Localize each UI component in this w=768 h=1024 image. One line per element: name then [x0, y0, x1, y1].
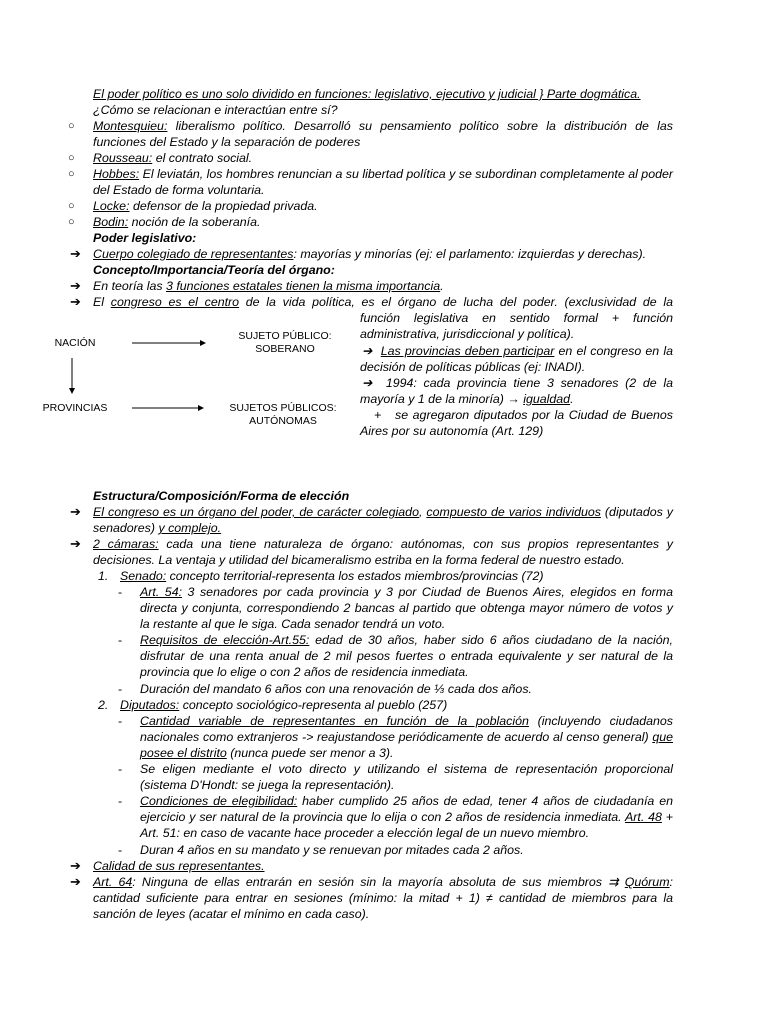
- rousseau-text: el contrato social.: [152, 151, 253, 165]
- organo-u3: y complejo.: [158, 521, 222, 535]
- rousseau-name: Rousseau:: [93, 151, 153, 165]
- art64-item: [93, 874, 673, 922]
- question-line: ¿Cómo se relacionan e interactúan entre sí?: [93, 103, 338, 117]
- bullet-icon: ○: [68, 200, 75, 212]
- art64-quorum: Quórum: [624, 875, 670, 889]
- organo-item: [93, 504, 673, 536]
- hobbes-name: Hobbes:: [93, 167, 140, 181]
- congreso-underlined: congreso es el centro: [110, 295, 240, 309]
- cuerpo-text: : mayorías y minorías (ej: el parlamento: izquierdas y derechas).: [293, 247, 647, 261]
- dash-icon: -: [118, 714, 123, 728]
- arrow-icon: ➔: [70, 536, 81, 551]
- congreso-a: El: [93, 295, 111, 309]
- locke-name: Locke:: [93, 199, 130, 213]
- camaras-text: cada una tiene naturaleza de órgano: autónomas, con sus propios representantes y decisiones. La ventaja y utilidad del bicameralismo estriba en la forma federal de nuestro estado.: [93, 537, 674, 567]
- heading-estructura: Estructura/Composición/Forma de elección: [93, 489, 350, 503]
- organo-paren: (diputados y senadores): [93, 505, 673, 535]
- locke-text: defensor de la propiedad privada.: [129, 199, 318, 213]
- cuerpo-underlined: Cuerpo colegiado de representantes: [93, 247, 294, 261]
- arrow-icon: ➔: [70, 874, 81, 889]
- cantidad-end: (nunca puede ser menor a 3).: [226, 746, 394, 760]
- art54-item: [140, 584, 673, 632]
- diagram-sujeto-publico-title: SUJETO PÚBLICO:: [238, 330, 332, 342]
- teoria-b: .: [440, 279, 444, 293]
- art55-text: edad de 30 años, haber sido 6 años ciudadano de la nación, disfrutar de una renta anual de 2 mil pesos fuertes o entrada equivalente y ser natural de la provincia que lo elige o con 2 años de residencia inmediata.: [140, 633, 674, 679]
- senado-item: [120, 568, 673, 584]
- senado-text: concepto territorial-representa los estados miembros/provincias (72): [166, 569, 544, 583]
- intro-line: El poder político es uno solo dividido en funciones: legislativo, ejecutivo y judicial } Parte dogmática.: [93, 87, 641, 101]
- diputados-underlined: Diputados:: [120, 698, 180, 712]
- diagram-provincias: PROVINCIAS: [42, 402, 108, 414]
- heading-poder-legislativo: Poder legislativo:: [93, 231, 197, 245]
- organo-u1: El congreso es un órgano del poder, de carácter colegiado: [93, 505, 419, 519]
- art64-underlined: Art. 64: [93, 875, 133, 889]
- diputados-number: 2.: [98, 698, 109, 712]
- montesquieu-name: Montesquieu:: [93, 119, 168, 133]
- cantidad-text: (incluyendo ciudadanos nacionales como extranjeros -> reajustandose periódicamente de acuerdo al censo general): [140, 714, 673, 744]
- art55-item: [140, 632, 673, 680]
- heading-concepto: Concepto/Importancia/Teoría del órgano:: [93, 263, 335, 277]
- diagram-sujetos-publicos-title: SUJETOS PÚBLICOS:: [229, 402, 337, 414]
- bullet-icon: ○: [68, 216, 75, 228]
- sub-diputados-caba: [360, 407, 673, 439]
- dash-icon: -: [118, 762, 123, 776]
- organo-u2: compuesto de varios individuos: [426, 505, 601, 519]
- arrow-icon: ➔: [70, 294, 81, 309]
- condiciones-item: [140, 793, 673, 841]
- dash-icon: -: [118, 633, 123, 647]
- cantidad-item: [140, 713, 673, 761]
- art55-underlined: Requisitos de elección-Art.55:: [140, 633, 310, 647]
- sub-diputados-caba-text: se agregaron diputados por la Ciudad de Buenos Aires por su autonomía (Art. 129): [360, 408, 673, 438]
- sub-1994-a: 1994: cada provincia tiene 3 senadores (2 de la mayoría y 1 de la minoría) →: [360, 376, 673, 406]
- senado-number: 1.: [98, 569, 109, 583]
- condiciones-end: + Art. 51: en caso de vacante hace proceder a elección legal de un nuevo miembro.: [140, 810, 673, 840]
- sub-provincias-underlined: Las provincias deben participar: [380, 344, 555, 358]
- plus-icon: +: [374, 408, 382, 422]
- congreso-b: de la vida política, es el órgano de lucha del poder. (exclusividad de la: [239, 295, 673, 309]
- teoria-a: En teoría las: [93, 279, 167, 293]
- arrow-icon: ➔: [70, 278, 81, 293]
- teoria-underlined: 3 funciones estatales tienen la misma importancia: [166, 279, 441, 293]
- sub-funcion: función legislativa en sentido formal + función administrativa, jurisdiccional y política).: [360, 311, 673, 341]
- dash-icon: -: [118, 794, 123, 808]
- senado-underlined: Senado:: [120, 569, 167, 583]
- dash-icon: -: [118, 585, 123, 599]
- bullet-icon: ○: [68, 168, 75, 180]
- condiciones-underlined: Condiciones de elegibilidad:: [140, 794, 298, 808]
- hobbes-text: El leviatán, los hombres renuncian a su libertad política y se subordinan completamente al poder del Estado de forma voluntaria.: [93, 167, 673, 197]
- sub-provincias-text: en el congreso en la decisión de políticas públicas (ej: INADI).: [360, 344, 673, 374]
- bullet-icon: ○: [68, 120, 75, 132]
- art54-text: 3 senadores por cada provincia y 3 por Ciudad de Buenos Aires, elegidos en forma directa y conjunta, correspondiendo 2 bancas al partido que obtenga mayor número de votos y la restante al que le siga. Cada senador tendrá un voto.: [140, 585, 673, 631]
- arrow-icon: ➔: [362, 376, 373, 390]
- cantidad-u1: Cantidad variable de representantes en función de la población: [140, 714, 529, 728]
- condiciones-art48: Art. 48: [625, 810, 662, 824]
- montesquieu-text: liberalismo político. Desarrolló su pensamiento político sobre la distribución de las funciones del Estado y la separación de poderes: [93, 119, 673, 149]
- sub-1994: [360, 375, 673, 407]
- dash-icon: -: [118, 843, 123, 857]
- duracion-senado: Duración del mandato 6 años con una renovación de ⅓ cada dos años.: [140, 682, 532, 696]
- camaras-item: [93, 536, 673, 568]
- arrow-icon: ➔: [70, 504, 81, 519]
- sub-1994-underlined: igualdad: [523, 392, 571, 406]
- arrow-icon: ➔: [70, 858, 81, 873]
- organo-comma: ,: [418, 505, 427, 519]
- arrow-icon: ➔: [362, 344, 373, 358]
- cantidad-u2: que posee el distrito: [140, 730, 673, 760]
- diputados-text: concepto sociológico-representa al pueblo (257): [179, 698, 448, 712]
- diagram-nacion: NACIÓN: [54, 337, 96, 349]
- bodin-name: Bodin:: [93, 215, 129, 229]
- duran-item: Duran 4 años en su mandato y se renuevan por mitades cada 2 años.: [140, 843, 524, 857]
- diputados-item: [120, 697, 673, 713]
- diagram-autonomas: AUTÓNOMAS: [249, 415, 317, 427]
- condiciones-text: haber cumplido 25 años de edad, tener 4 años de ciudadanía en ejercicio y ser natural de la provincia que lo elija o con 2 años de residencia inmediata.: [140, 794, 673, 824]
- art54-underlined: Art. 54:: [140, 585, 183, 599]
- voto-item: Se eligen mediante el voto directo y utilizando el sistema de representación proporcional (sistema D'Hondt: se juega la representación).: [140, 762, 673, 792]
- diagram-soberano: SOBERANO: [255, 343, 315, 355]
- calidad-item: Calidad de sus representantes.: [93, 859, 265, 873]
- art64-end: : cantidad suficiente para entrar en sesiones (mínimo: la mitad + 1) ≠ cantidad de miembros para la sanción de leyes (acatar el mínimo en cada caso).: [93, 875, 673, 921]
- bodin-text: noción de la soberanía.: [128, 215, 261, 229]
- camaras-underlined: 2 cámaras:: [93, 537, 159, 551]
- art64-text: : Ninguna de ellas entrarán en sesión sin la mayoría absoluta de sus miembros ⇉: [132, 875, 625, 889]
- sub-1994-b: .: [570, 392, 574, 406]
- dash-icon: -: [118, 682, 123, 696]
- bullet-icon: ○: [68, 152, 75, 164]
- sub-provincias: [360, 343, 673, 375]
- arrow-icon: ➔: [70, 246, 81, 261]
